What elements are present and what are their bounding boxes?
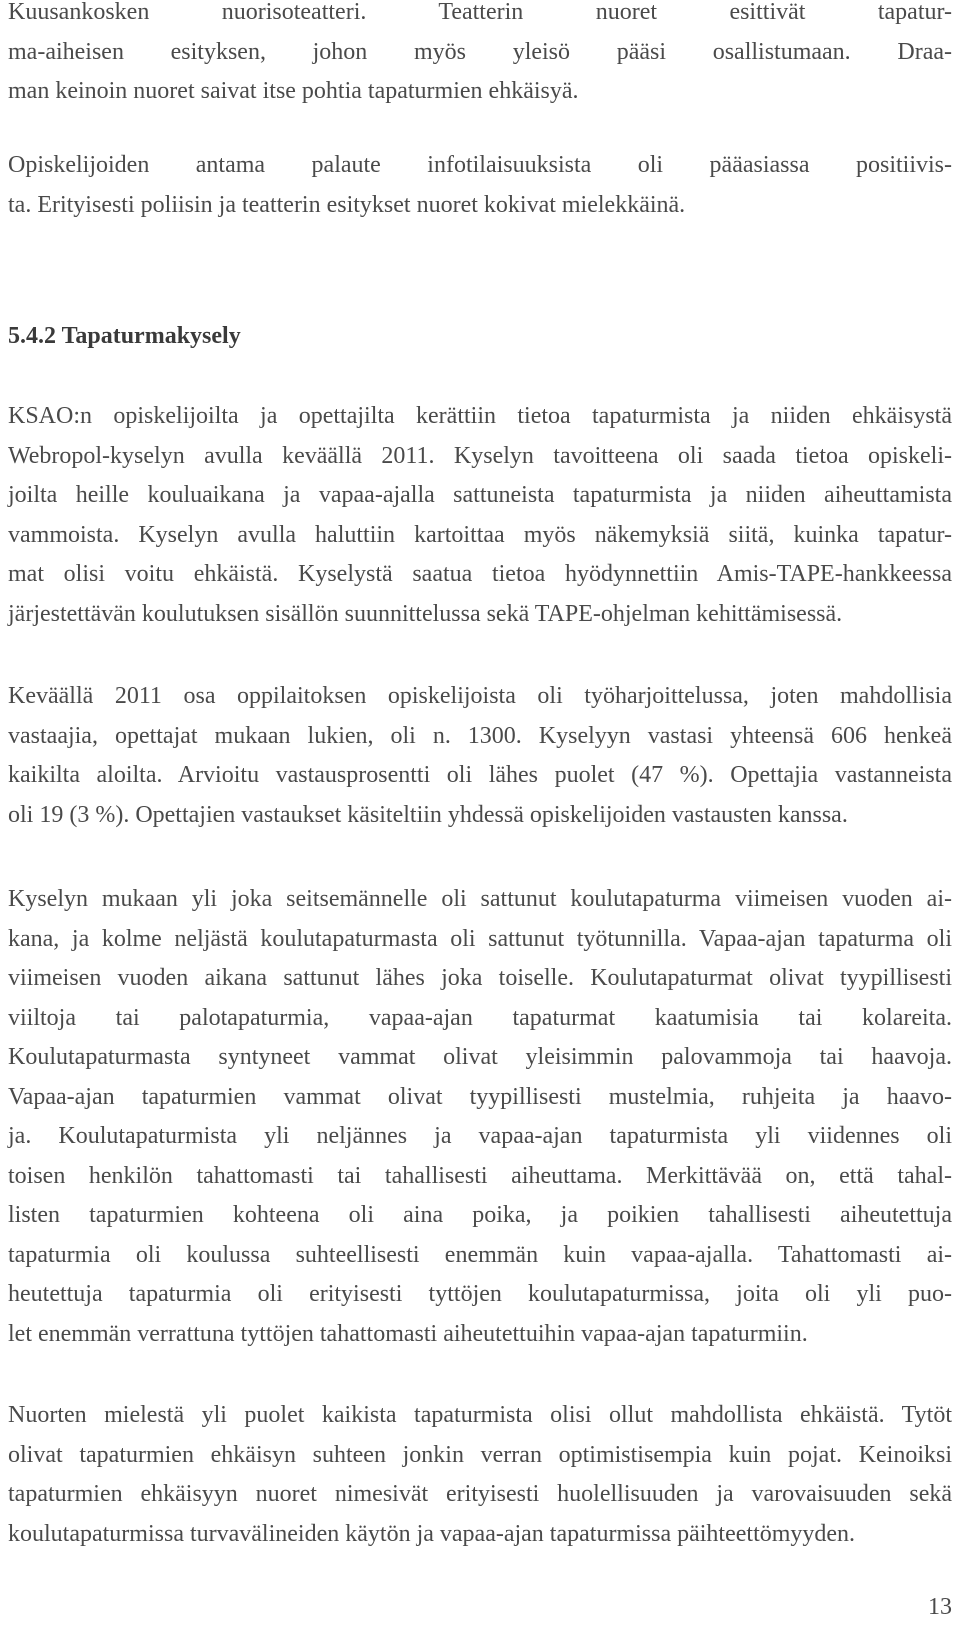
page-number: 13 [928,1594,952,1620]
text-line: Vapaa-ajan tapaturmien vammat olivat tyypillisesti mustelmia, ruhjeita ja haavo- [8,1083,952,1110]
paragraph-intro [8,0,952,112]
paragraph-survey [8,397,952,634]
text-line: vastaajia, opettajat mukaan lukien, oli n. 1300. Kyselyyn vastasi yhteensä 606 henkeä [8,722,952,749]
text-line: listen tapaturmien kohteena oli aina poika, ja poikien tahallisesti aiheutettuja [8,1202,952,1228]
text-line: koulutapaturmissa turvavälineiden käytön ja vapaa-ajan tapaturmissa päihteettömyyden. [8,1520,856,1547]
text-line: Webropol-kyselyn avulla keväällä 2011. Kyselyn tavoitteena oli saada tietoa opiskeli- [8,442,952,469]
text-line: Kyselyn mukaan yli joka seitsemännelle oli sattunut koulutapaturma viimeisen vuoden ai- [8,886,952,912]
text-line: heutettuja tapaturmia oli erityisesti tyttöjen koulutapaturmissa, joita oli yli puo- [8,1281,952,1307]
paragraph-results [8,880,952,1354]
text-line: Koulutapaturmasta syntyneet vammat olivat yleisimmin palovammoja tai haavoja. [8,1044,952,1070]
text-line: Nuorten mielestä yli puolet kaikista tapaturmista olisi ollut mahdollista ehkäistä. Tytöt [8,1402,952,1428]
text-line: Keväällä 2011 osa oppilaitoksen opiskelijoista oli työharjoittelussa, joten mahdollisia [8,683,952,709]
text-line: kaikilta aloilta. Arvioitu vastausprosentti oli lähes puolet (47 %). Opettajia vastanneista [8,762,952,788]
text-line: Opiskelijoiden antama palaute infotilaisuuksista oli pääasiassa positiivis- [8,152,952,178]
paragraph-prevention [8,1396,952,1554]
text-line: toisen henkilön tahattomasti tai tahallisesti aiheuttama. Merkittävää on, että tahal- [8,1162,952,1189]
text-line: olivat tapaturmien ehkäisyn suhteen jonkin verran optimistisempia kuin pojat. Keinoiksi [8,1441,952,1468]
text-line: ma-aiheisen esityksen, johon myös yleisö pääsi osallistumaan. Draa- [8,38,952,65]
text-line: vammoista. Kyselyn avulla haluttiin kartoittaa myös näkemyksiä siitä, kuinka tapatur- [8,521,952,548]
text-line: ja. Koulutapaturmista yli neljännes ja vapaa-ajan tapaturmista yli viidennes oli [8,1123,952,1149]
text-line: mat olisi voitu ehkäistä. Kyselystä saatua tietoa hyödynnettiin Amis-TAPE-hankkeessa [8,561,952,587]
text-line: ta. Erityisesti poliisin ja teatterin esitykset nuoret kokivat mielekkäinä. [8,191,686,218]
text-line: järjestettävän koulutuksen sisällön suunnittelussa sekä TAPE-ohjelman kehittämisessä. [8,600,843,627]
text-line: oli 19 (3 %). Opettajien vastaukset käsiteltiin yhdessä opiskelijoiden vastausten kanssa. [8,801,848,828]
text-line: tapaturmia oli koulussa suhteellisesti enemmän kuin vapaa-ajalla. Tahattomasti ai- [8,1241,952,1268]
text-line: Kuusankosken nuorisoteatteri. Teatterin nuoret esittivät tapatur- [8,0,952,25]
section-heading: 5.4.2 Tapaturmakysely [8,323,241,349]
text-line: tapaturmien ehkäisyyn nuoret nimesivät erityisesti huolellisuuden ja varovaisuuden sekä [8,1481,952,1507]
paragraph-response [8,677,952,835]
paragraph-feedback [8,146,952,225]
text-line: let enemmän verrattuna tyttöjen tahattomasti aiheutettuihin vapaa-ajan tapaturmiin. [8,1320,808,1347]
text-line: kana, ja kolme neljästä koulutapaturmasta oli sattunut työtunnilla. Vapaa-ajan tapaturma oli [8,925,952,952]
text-line: KSAO:n opiskelijoilta ja opettajilta kerättiin tietoa tapaturmista ja niiden ehkäisystä [8,403,952,429]
text-line: man keinoin nuoret saivat itse pohtia tapaturmien ehkäisyä. [8,78,579,104]
text-line: joilta heille kouluaikana ja vapaa-ajalla sattuneista tapaturmista ja niiden aiheuttamista [8,482,952,508]
text-line: viimeisen vuoden aikana sattunut lähes joka toiselle. Koulutapaturmat olivat tyypillisesti [8,965,952,991]
text-line: viiltoja tai palotapaturmia, vapaa-ajan tapaturmat kaatumisia tai kolareita. [8,1004,952,1031]
